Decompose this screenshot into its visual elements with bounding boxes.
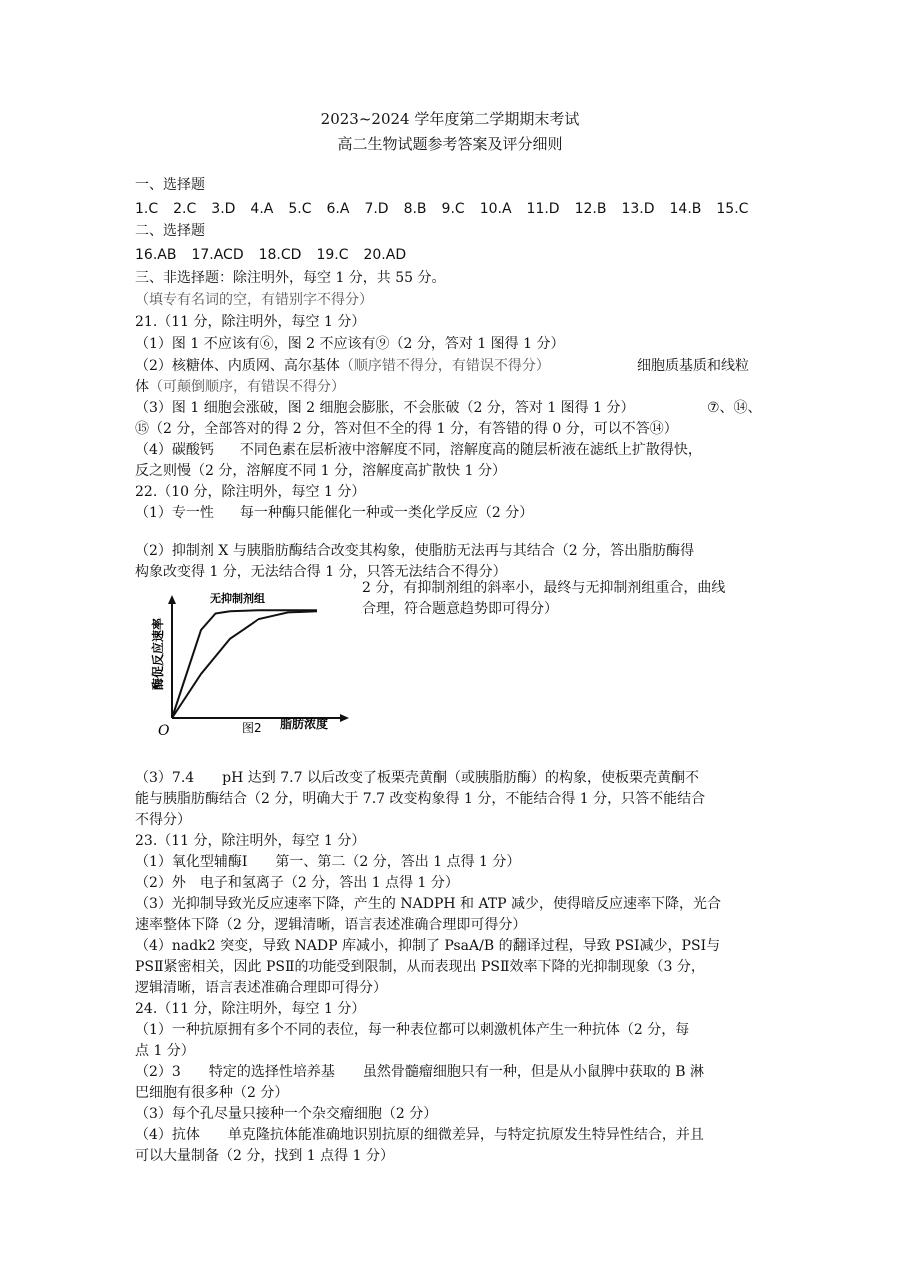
- q21-answer-3-cont: ⑮（2 分，全部答对的得 2 分，答对但不全的得 1 分，有答错的得 0 分，可以不答⑭）: [135, 421, 678, 437]
- section-2-answers: [135, 245, 775, 266]
- y-axis-arrow: [168, 595, 176, 604]
- chart-series: [172, 610, 317, 718]
- q21-answer-4-main: （4）碳酸钙: [135, 442, 214, 458]
- series-label-no-inhibitor: 无抑制剂组: [210, 592, 265, 605]
- multi-answer-3: 18.CD: [258, 247, 302, 263]
- mc-answer-12: 12.B: [574, 201, 607, 217]
- chart-caption: 图2: [242, 721, 262, 735]
- q22-answer-3-cont2: 不得分）: [135, 812, 191, 828]
- x-axis-label: 脂肪浓度: [280, 717, 329, 731]
- mc-answer-7: 7.D: [364, 201, 389, 217]
- q24-answer-4: （4）抗体 单克隆抗体能准确地识别抗原的细微差异，与特定抗原发生特异性结合，并且: [135, 1127, 704, 1143]
- q21-answer-2-tail: 细胞质基质和线粒: [637, 358, 749, 374]
- q24-answer-2-cont: 巴细胞有很多种（2 分）: [135, 1085, 289, 1101]
- section-2-heading: 二、选择题: [135, 223, 205, 239]
- section-1-answers: [135, 199, 775, 220]
- q22-figure-note-l1: 2 分，有抑制剂组的斜率小，最终与无抑制剂组重合，曲线: [362, 580, 726, 596]
- q21-answer-2: [135, 356, 775, 377]
- q24-answer-2: （2）3 特定的选择性培养基 虽然骨髓瘤细胞只有一种，但是从小鼠脾中获取的 B 淋: [135, 1064, 705, 1080]
- mc-answer-5: 5.C: [288, 201, 312, 217]
- q22-figure-note: [362, 578, 782, 620]
- q21-answer-4: [135, 440, 775, 461]
- multi-answer-4: 19.C: [316, 247, 349, 263]
- page-subtitle: 高二生物试题参考答案及评分细则: [337, 135, 563, 153]
- q22-answer-3: （3）7.4 pH 达到 7.7 以后改变了板栗壳黄酮（或胰脂肪酶）的构象，使板栗壳黄酮不: [135, 770, 699, 786]
- multi-answer-5: 20.AD: [363, 247, 407, 263]
- q23-answer-1: （1）氧化型辅酶Ⅰ 第一、第二（2 分，答出 1 点得 1 分）: [135, 854, 521, 870]
- q22-answer-1-b: 每一种酶只能催化一种或一类化学反应（2 分）: [239, 505, 534, 521]
- mc-answer-11: 11.D: [526, 201, 560, 217]
- q22-answer-3-cont: 能与胰脂肪酶结合（2 分，明确大于 7.7 改变构象得 1 分，不能结合得 1 分，只答不能结合: [135, 791, 706, 807]
- y-axis-label: 酶促反应速率: [151, 617, 165, 690]
- q21-answer-4-text: 不同色素在层析液中溶解度不同，溶解度高的随层析液在滤纸上扩散得快，: [239, 442, 702, 458]
- series-line-with-inhibitor: [172, 611, 317, 718]
- q21-answer-3-main: （3）图 1 细胞会涨破，图 2 细胞会膨胀，不会胀破（2 分，答对 1 图得 1 分）: [135, 400, 635, 416]
- q21-answer-2-note: （顺序错不得分，有错误不得分）: [339, 358, 550, 374]
- q21-answer-2-cont: [135, 377, 775, 398]
- x-axis-arrow: [340, 714, 349, 722]
- enzyme-rate-chart: [150, 590, 350, 740]
- q21-answer-2-l2: 体: [135, 379, 149, 395]
- mc-answer-8: 8.B: [403, 201, 427, 217]
- q21-answer-1: （1）图 1 不应该有⑥，图 2 不应该有⑨（2 分，答对 1 图得 1 分）: [135, 336, 565, 352]
- q24-answer-1: （1）一种抗原拥有多个不同的表位，每一种表位都可以刺激机体产生一种抗体（2 分，每: [135, 1022, 690, 1038]
- q23-answer-3: （3）光抑制导致光反应速率下降，产生的 NADPH 和 ATP 减少，使得暗反应速率下降，光合: [135, 896, 722, 912]
- q22-answer-2: （2）抑制剂 X 与胰脂肪酶结合改变其构象，使脂肪无法再与其结合（2 分，答出脂肪酶得: [135, 543, 695, 559]
- section-3-heading: 三、非选择题：除注明外，每空 1 分，共 55 分。: [135, 270, 446, 286]
- mc-answer-3: 3.D: [211, 201, 236, 217]
- q21-answer-3: [135, 398, 775, 419]
- q23-heading: 23.（11 分，除注明外，每空 1 分）: [135, 833, 366, 849]
- mc-answer-14: 14.B: [669, 201, 702, 217]
- q24-answer-4-cont: 可以大量制备（2 分，找到 1 点得 1 分）: [135, 1148, 394, 1164]
- page-title: 2023~2024 学年度第二学期期末考试: [320, 110, 580, 128]
- mc-answer-4: 4.A: [250, 201, 274, 217]
- q24-heading: 24.（11 分，除注明外，每空 1 分）: [135, 1001, 366, 1017]
- multi-answer-2: 17.ACD: [191, 247, 244, 263]
- q21-answer-2-main: （2）核糖体、内质网、高尔基体: [135, 358, 340, 374]
- q21-answer-3-tail: ⑦、⑭、: [707, 400, 762, 416]
- q22-answer-2-cont: 构象改变得 1 分，无法结合得 1 分，只答无法结合不得分）: [135, 564, 507, 580]
- q21-answer-2-l2-note: （可颠倒顺序，有错误不得分）: [149, 379, 345, 395]
- section-3-note: （填专有名词的空，有错别字不得分）: [135, 292, 373, 308]
- q23-answer-4-cont: PSⅡ紧密相关，因此 PSⅡ的功能受到限制，从而表现出 PSⅡ效率下降的光抑制现象（3 分，: [135, 959, 705, 975]
- mc-answer-13: 13.D: [621, 201, 655, 217]
- chart-origin: O: [158, 723, 170, 739]
- q23-answer-3-cont: 速率整体下降（2 分，逻辑清晰，语言表述准确合理即可得分）: [135, 917, 527, 933]
- mc-answer-2: 2.C: [173, 201, 197, 217]
- mc-answer-9: 9.C: [441, 201, 465, 217]
- q21-answer-4-cont: 反之则慢（2 分，溶解度不同 1 分，溶解度高扩散快 1 分）: [135, 463, 506, 479]
- mc-answer-6: 6.A: [326, 201, 350, 217]
- q23-answer-4-cont2: 逻辑清晰，语言表述准确合理即可得分）: [135, 980, 387, 996]
- mc-answer-10: 10.A: [479, 201, 512, 217]
- q23-answer-4: （4）nadk2 突变，导致 NADP 库减小，抑制了 PsaA/B 的翻译过程，导致 PSⅠ减少，PSⅠ与: [135, 938, 721, 954]
- mc-answer-1: 1.C: [135, 201, 159, 217]
- q22-heading: 22.（10 分，除注明外，每空 1 分）: [135, 484, 366, 500]
- series-line-no-inhibitor: [172, 610, 317, 718]
- q22-answer-1-a: （1）专一性: [135, 505, 214, 521]
- q21-heading: 21.（11 分，除注明外，每空 1 分）: [135, 314, 366, 330]
- section-1-heading: 一、选择题: [135, 177, 205, 193]
- mc-answer-15: 15.C: [716, 201, 749, 217]
- q22-answer-1: [135, 503, 775, 524]
- chart-axes: [168, 595, 349, 722]
- q24-answer-3: （3）每个孔尽量只接种一个杂交瘤细胞（2 分）: [135, 1106, 438, 1122]
- multi-answer-1: 16.AB: [135, 247, 177, 263]
- q23-answer-2: （2）外 电子和氢离子（2 分，答出 1 点得 1 分）: [135, 875, 459, 891]
- q22-figure-note-l2: 合理，符合题意趋势即可得分）: [362, 601, 558, 617]
- q24-answer-1-cont: 点 1 分）: [135, 1043, 195, 1059]
